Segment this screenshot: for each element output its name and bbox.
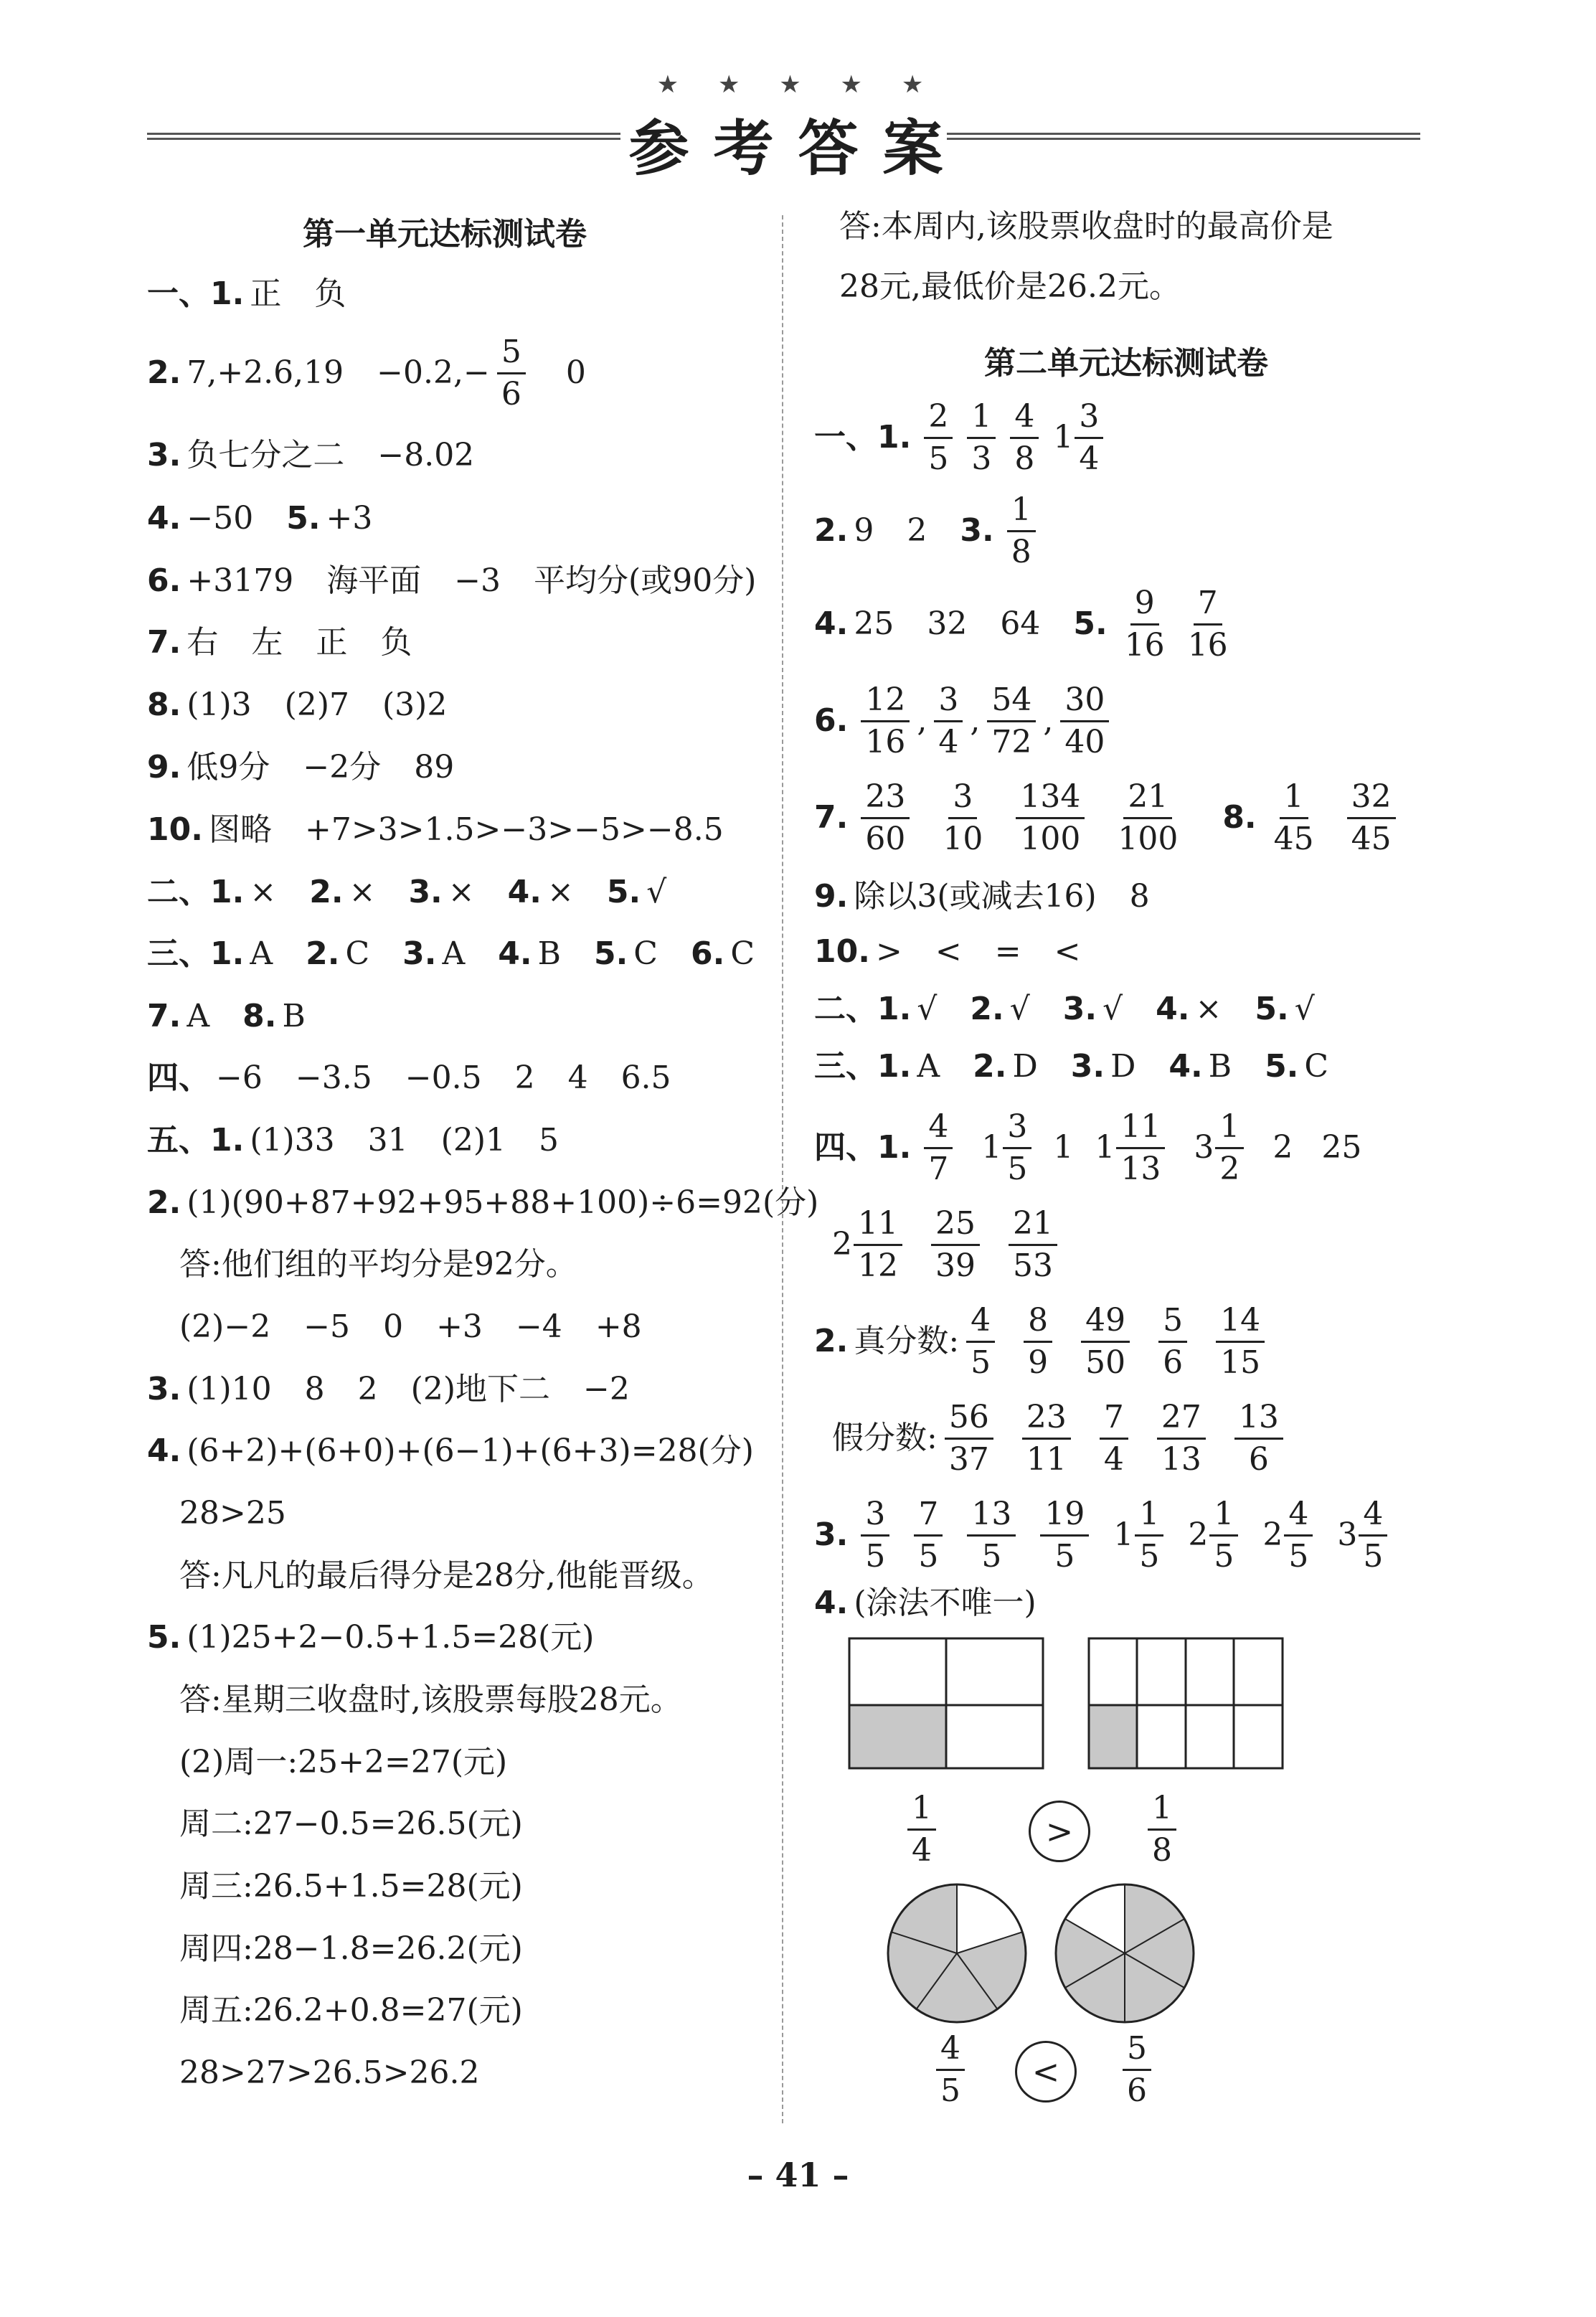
u1-section-4: 四、 −6 −3.5 −0.5 2 4 6.5 [147,1049,671,1107]
u2-improper-fractions: 假分数: 56 37 23 11 7 4 27 13 13 6 [832,1399,1290,1478]
answer: 负 [314,275,346,312]
fraction: 13 6 [1234,1397,1283,1480]
answer: −8.02 [377,437,475,473]
answer: 左 [251,624,283,661]
item-number: 五、1. [147,1122,245,1158]
u2-item-2-3: 2. 9 2 3. 1 8 [814,495,1043,567]
u2-item-3-fractions [814,1496,1394,1575]
item-number: 一、1. [147,275,245,312]
item-number: 6. [147,562,181,599]
u1-p4-line1: 4. (6+2)+(6+0)+(6−1)+(6+3)=28(分) [147,1422,754,1480]
u2-item-9: 9. 除以3(或减去16) 8 [814,868,1150,925]
item-number: 2. [814,1323,849,1359]
title-stars: ★ ★ ★ ★ ★ [656,70,940,99]
answer: +3 [326,500,373,537]
u1-item-7 [147,614,412,671]
answer: 负 [380,624,412,661]
item-number: 4. [1168,1048,1203,1085]
fraction: 12 16 [861,680,910,763]
item-number: 3. [1062,991,1097,1027]
item-number: 7. [814,799,849,836]
item-number: 4. [1156,991,1190,1027]
compare-symbol-circle: > [1029,1801,1090,1862]
mixed-number: 3 1 2 [1194,1107,1244,1189]
fraction: $\frac{5}{6}$ [497,332,526,415]
fraction: 1 8 [1148,1788,1176,1871]
fraction: 14 15 [1216,1301,1265,1383]
fraction: 7 5 [914,1494,943,1577]
u1-item-1 [147,265,346,323]
u2-proper-fractions: 2. 真分数: 4 5 8 9 49 50 5 6 14 15 [814,1302,1272,1381]
fraction: 4 7 [924,1107,953,1189]
item-number: 6. [690,935,725,972]
u2-item-1 [814,397,1110,477]
fraction: 4 5 [936,2029,965,2111]
u1-p5-line3: (2)周一:25+2=27(元) [179,1744,508,1780]
fraction: 56 37 [945,1397,993,1480]
item-number: 3. [408,874,443,910]
compare-1 [900,1790,943,1869]
unit2-heading: 第二单元达标测试卷 [984,345,1268,382]
item-number: 2. [306,935,340,972]
item-number: 5. [286,500,321,537]
fraction: 1 45 [1273,778,1314,857]
answer: 海平面 [326,562,422,599]
item-number: 3. [1070,1048,1105,1085]
item-number: 四、 [147,1060,210,1096]
item-number: 四、1. [814,1129,912,1166]
circle-sixths [1056,1884,1194,2022]
u1-p5-line4: 周二:27−0.5=26.5(元) [179,1806,523,1842]
compare-2 [929,2030,972,2109]
item-number: 3. [960,512,994,549]
fraction: 5 6 [1123,2029,1151,2111]
compare-2-right [1115,2030,1158,2109]
fraction: 2 5 [924,397,953,479]
u1-item-4-5 [147,490,372,547]
fraction: 4 5 [966,1301,995,1383]
item-number: 7. [147,998,181,1034]
answer: 89 [414,749,455,785]
fraction: 32 45 [1347,777,1396,859]
fraction: 8 9 [1024,1301,1052,1383]
item-number: 9. [814,878,849,915]
fraction: 5 6 [1158,1301,1187,1383]
u1-p2-line1: 2. (1)(90+87+92+95+88+100)÷6=92(分) [147,1174,818,1232]
fraction: 49 50 [1081,1301,1130,1383]
rectangle-quarters [849,1638,1043,1768]
mixed-number: 1 3 5 [981,1107,1031,1189]
fraction: 13 5 [967,1494,1016,1577]
item-number: 5. [1255,991,1289,1027]
answer: −3 [454,562,501,599]
fraction: 25 39 [931,1204,980,1286]
item-number: 3. [814,1516,849,1553]
u1-item-3 [147,427,474,484]
answer: 平均分(或90分) [534,562,757,599]
item-number: 二、1. [814,991,912,1027]
item-number: 5. [606,874,641,910]
fraction: 19 5 [1040,1494,1089,1577]
circle-figures [882,1876,1212,2034]
answer: (1)3 [186,686,252,723]
fraction: 7 4 [1100,1397,1128,1480]
u1-section-3: 三、1. A 2. C 3. A 4. B 5. C 6. C [147,925,755,983]
answer: (2)7 [284,686,349,723]
u2-section-4-line1: 四、1. 4 7 1 3 5 1 1 11 13 3 1 2 2 25 [814,1108,1361,1187]
u1-p5-line9: 答:本周内,该股票收盘时的最高价是 [839,208,1333,245]
u1-p5-line10: 28元,最低价是26.2元。 [839,268,1181,305]
item-number: 2. [147,1184,181,1221]
mixed-number: 3 4 5 [1337,1494,1387,1577]
mixed-number: 2 4 5 [1262,1494,1313,1577]
u1-p2-line2: 答:他们组的平均分是92分。 [179,1246,577,1283]
mixed-number: 1 11 13 [1095,1107,1165,1189]
item-number: 2. [970,991,1004,1027]
item-number: 10. [147,811,203,848]
item-number: 3. [147,437,181,473]
u2-item-4-note: 4. (涂法不唯一) [814,1575,1037,1632]
column-divider [782,215,783,2123]
answer: +7>3>1.5>−3>−5>−8.5 [304,811,724,848]
item-number: 3. [147,1371,181,1407]
fraction: 27 13 [1157,1397,1206,1480]
u1-item-10 [147,801,724,859]
fraction: 3 4 [934,680,963,763]
u2-item-7-8 [814,778,1403,857]
fraction: 134 100 [1016,777,1085,859]
title-rule-right [947,133,1420,140]
item-number: 4. [498,935,532,972]
item-number: 4. [147,1433,181,1469]
item-number: 6. [814,702,849,739]
item-number: 5. [1073,605,1108,642]
u2-section-3: 三、1. A 2. D 3. D 4. B 5. C [814,1038,1328,1095]
item-number: 10. [814,933,870,970]
compare-symbol-circle: < [1015,2041,1077,2103]
page-number: – 41 – [747,2156,849,2194]
item-number: 5. [147,1619,181,1656]
answer: 负七分之二 [186,437,345,473]
item-number: 3. [402,935,437,972]
u1-p3: 3. (1)10 8 2 (2)地下二 −2 [147,1361,630,1418]
rectangle-figures [846,1636,1305,1772]
answer: (3)2 [382,686,448,723]
item-number: 4. [147,500,181,537]
fraction: 23 60 [861,777,910,859]
answer: 低9分 [186,749,270,785]
fraction: 21 53 [1009,1204,1057,1286]
page-title: 参考答案 [628,113,968,184]
answer: 正 [250,275,282,312]
answer: 图略 [208,811,272,848]
answer: +3179 [186,562,294,599]
fraction: 9 16 [1124,584,1165,664]
u1-p4-line3: 答:凡凡的最后得分是28分,他能晋级。 [179,1557,714,1594]
u2-item-4-5: 4. 25 32 64 5. 9 16 7 16 [814,588,1240,660]
u2-section-2: 二、1. √ 2. √ 3. √ 4. × 5. √ [814,981,1315,1038]
u1-p5-line1: 5. (1)25+2−0.5+1.5=28(元) [147,1609,594,1666]
rectangle-eighths [1089,1638,1283,1768]
item-number: 4. [814,1585,849,1621]
answer: −2分 [303,749,382,785]
u2-item-10: 10. > < = < [814,923,1080,981]
u1-p5-line8: 28>27>26.5>26.2 [179,2054,480,2091]
circle-fifths [888,1884,1026,2022]
u1-p4-line2: 28>25 [179,1495,286,1532]
shaded-part [849,1705,946,1768]
u1-p5-line5: 周三:26.5+1.5=28(元) [179,1868,523,1905]
item-number: 三、1. [814,1048,912,1085]
u1-p2-line3: (2)−2 −5 0 +3 −4 +8 [179,1308,642,1345]
u1-p5-line2: 答:星期三收盘时,该股票每股28元。 [179,1681,682,1718]
item-number: 2. [973,1048,1007,1085]
unit1-heading: 第一单元达标测试卷 [303,216,587,253]
item-number: 9. [147,749,181,785]
u1-item-6 [147,552,756,610]
u2-item-6: 6. 12 16 , 3 4 , 54 72 , 30 40 [814,685,1116,757]
u1-p5-line6: 周四:28−1.8=26.2(元) [179,1930,523,1967]
u1-section-2: 二、1. × 2. × 3. × 4. × 5. √ [147,864,666,921]
fraction: 30 40 [1060,680,1109,763]
u2-section-4-line2 [825,1205,1064,1284]
item-number: 二、1. [147,874,245,910]
shaded-part [1089,1705,1137,1768]
item-number: 7. [147,624,181,661]
fraction: 21 100 [1118,778,1179,857]
fraction: 3 5 [861,1494,889,1577]
u1-section-3b: 7. A 8. B [147,988,306,1045]
mixed-number: 2 1 5 [1188,1494,1238,1577]
answer: 0 [565,354,586,391]
compare-1-right [1141,1790,1184,1869]
item-number: 2. [309,874,344,910]
u1-section-5: 五、1. (1)33 31 (2)1 5 [147,1112,559,1169]
answer: 右 [186,624,219,661]
fraction: 7 16 [1187,584,1228,664]
item-number: 5. [593,935,628,972]
mixed-number: 2 11 12 [832,1204,902,1286]
item-number: 8. [147,686,181,723]
item-number: 一、1. [814,419,912,456]
fraction: 1 3 [967,397,996,479]
item-number: 4. [507,874,542,910]
u1-item-2 [147,333,586,412]
fraction: 23 11 [1022,1397,1071,1480]
item-number: 三、1. [147,935,245,972]
fraction: 54 72 [987,680,1036,763]
fraction: 1 8 [1007,490,1036,572]
item-number: 2. [147,354,181,391]
answer: −50 [186,500,254,537]
mixed-number: 1 3 4 [1053,397,1103,479]
fraction: 4 8 [1010,397,1039,479]
item-number: 8. [242,998,277,1034]
u1-p5-line7: 周五:26.2+0.8=27(元) [179,1992,523,2029]
item-number: 2. [814,512,849,549]
item-number: 5. [1265,1048,1299,1085]
fraction: 3 10 [943,778,983,857]
item-number: 4. [814,605,849,642]
answer: 正 [316,624,348,661]
mixed-number: 1 1 5 [1113,1494,1163,1577]
answer: −0.2,− [377,354,490,391]
item-number: 8. [1222,799,1257,836]
fraction: 1 4 [907,1788,936,1871]
u1-item-8 [147,676,447,734]
u1-item-9 [147,739,454,796]
answer: 7,+2.6,19 [186,354,344,391]
